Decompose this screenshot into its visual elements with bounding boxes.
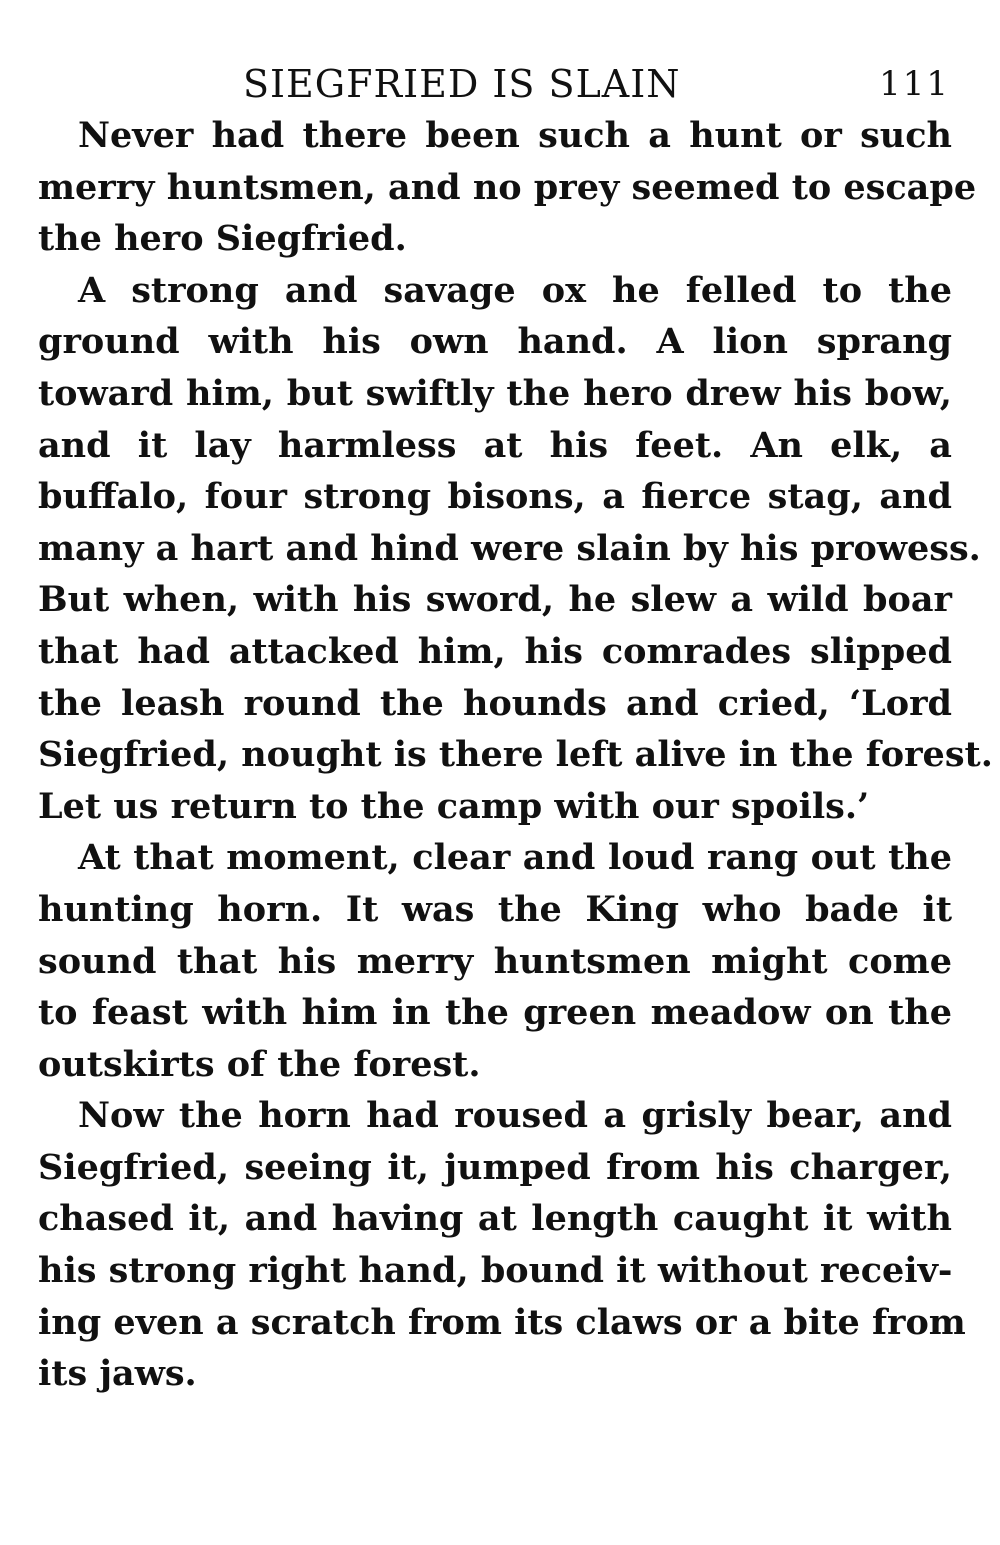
text-line: Let us return to the camp with our spoils.’ — [38, 785, 870, 827]
text-line: merry huntsmen, and no prey seemed to escape — [38, 166, 977, 208]
text-line: his strong right hand, bound it without receiv- — [38, 1250, 953, 1292]
text-line: Siegfried, nought is there left alive in the forest. — [38, 734, 993, 776]
running-title: SIEGFRIED IS SLAIN — [243, 62, 681, 106]
text-line: its jaws. — [38, 1353, 197, 1395]
paragraph-horn — [38, 832, 952, 1090]
text-line: outskirts of the forest. — [38, 1043, 481, 1085]
text-line: the hero Siegfried. — [38, 218, 407, 260]
text-line: to feast with him in the green meadow on the — [38, 992, 952, 1034]
text-line: sound that his merry huntsmen might come — [38, 940, 952, 982]
page-number: 111 — [879, 64, 950, 104]
text-line: But when, with his sword, he slew a wild boar — [38, 579, 952, 621]
page-header — [38, 58, 952, 110]
text-line: buffalo, four strong bisons, a fierce stag, and — [38, 476, 952, 518]
text-line: hunting horn. It was the King who bade it — [38, 888, 952, 930]
paragraph-prowess — [38, 265, 993, 833]
book-page — [38, 58, 993, 1400]
text-line: ing even a scratch from its claws or a bite from — [38, 1301, 966, 1343]
text-line: the leash round the hounds and cried, ‘Lord — [38, 682, 952, 724]
text-line: that had attacked him, his comrades slipped — [38, 630, 952, 672]
text-line: ground with his own hand. A lion sprang — [38, 321, 952, 363]
text-line: and it lay harmless at his feet. An elk, a — [38, 424, 952, 466]
text-line: Now the horn had roused a grisly bear, and — [78, 1095, 952, 1137]
text-line: many a hart and hind were slain by his prowess. — [38, 527, 981, 569]
text-line: A strong and savage ox he felled to the — [78, 269, 952, 311]
paragraph-hunt — [38, 110, 977, 265]
text-line: Siegfried, seeing it, jumped from his charger, — [38, 1146, 952, 1188]
text-line: Never had there been such a hunt or such — [78, 115, 952, 156]
text-line: At that moment, clear and loud rang out the — [78, 837, 952, 879]
text-line: chased it, and having at length caught it with — [38, 1198, 952, 1240]
body-text — [38, 110, 993, 1400]
paragraph-bear — [38, 1090, 966, 1400]
text-line: toward him, but swiftly the hero drew his bow, — [38, 372, 952, 414]
